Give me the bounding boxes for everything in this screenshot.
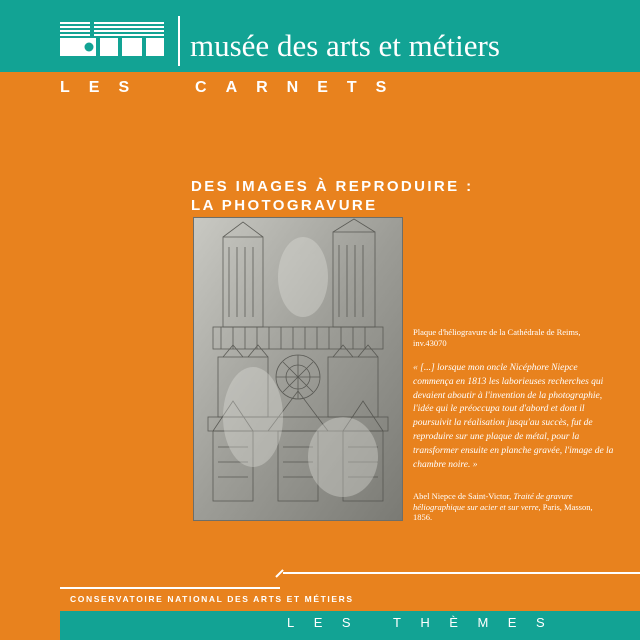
plate-caption: Plaque d'héliogravure de la Cathédrale de Reims, inv.43070	[413, 327, 581, 348]
title-line-2: LA PHOTOGRAVURE	[191, 197, 378, 214]
source-author: Abel Niepce de Saint-Victor,	[413, 491, 512, 501]
header-divider	[178, 16, 180, 66]
footer-rule-left	[60, 587, 280, 589]
themes-label: LES THÈMES	[287, 615, 565, 630]
niepce-quote: « [...] lorsque mon oncle Nicéphore Niepce commença en 1813 les laborieuses recherches qui devaient aboutir à l'invention de la photographie, l'idée qui le préoccupa tout d'abord et dont il poursuivit la réalisation jusqu'au succès, fut de reproduire sur une plaque de métal, pour la transformer ensuite en planche gravée, l'image de la chambre noire. »	[413, 363, 614, 470]
source-title: Traité de gravure héliographique sur acier et sur verre	[413, 491, 573, 512]
museum-name: musée des arts et métiers	[190, 28, 500, 63]
quote-source	[413, 491, 613, 523]
title-line-1: DES IMAGES À REPRODUIRE :	[191, 178, 474, 195]
source-publisher: , Paris, Masson, 1856.	[413, 501, 593, 522]
series-name: LES CARNETS	[60, 79, 406, 96]
museum-logo	[60, 22, 164, 56]
page-title	[191, 177, 474, 215]
cathedral-plate-image	[193, 217, 403, 521]
footer-rule-right	[283, 572, 640, 574]
institution-name: CONSERVATOIRE NATIONAL DES ARTS ET MÉTIERS	[70, 594, 354, 604]
